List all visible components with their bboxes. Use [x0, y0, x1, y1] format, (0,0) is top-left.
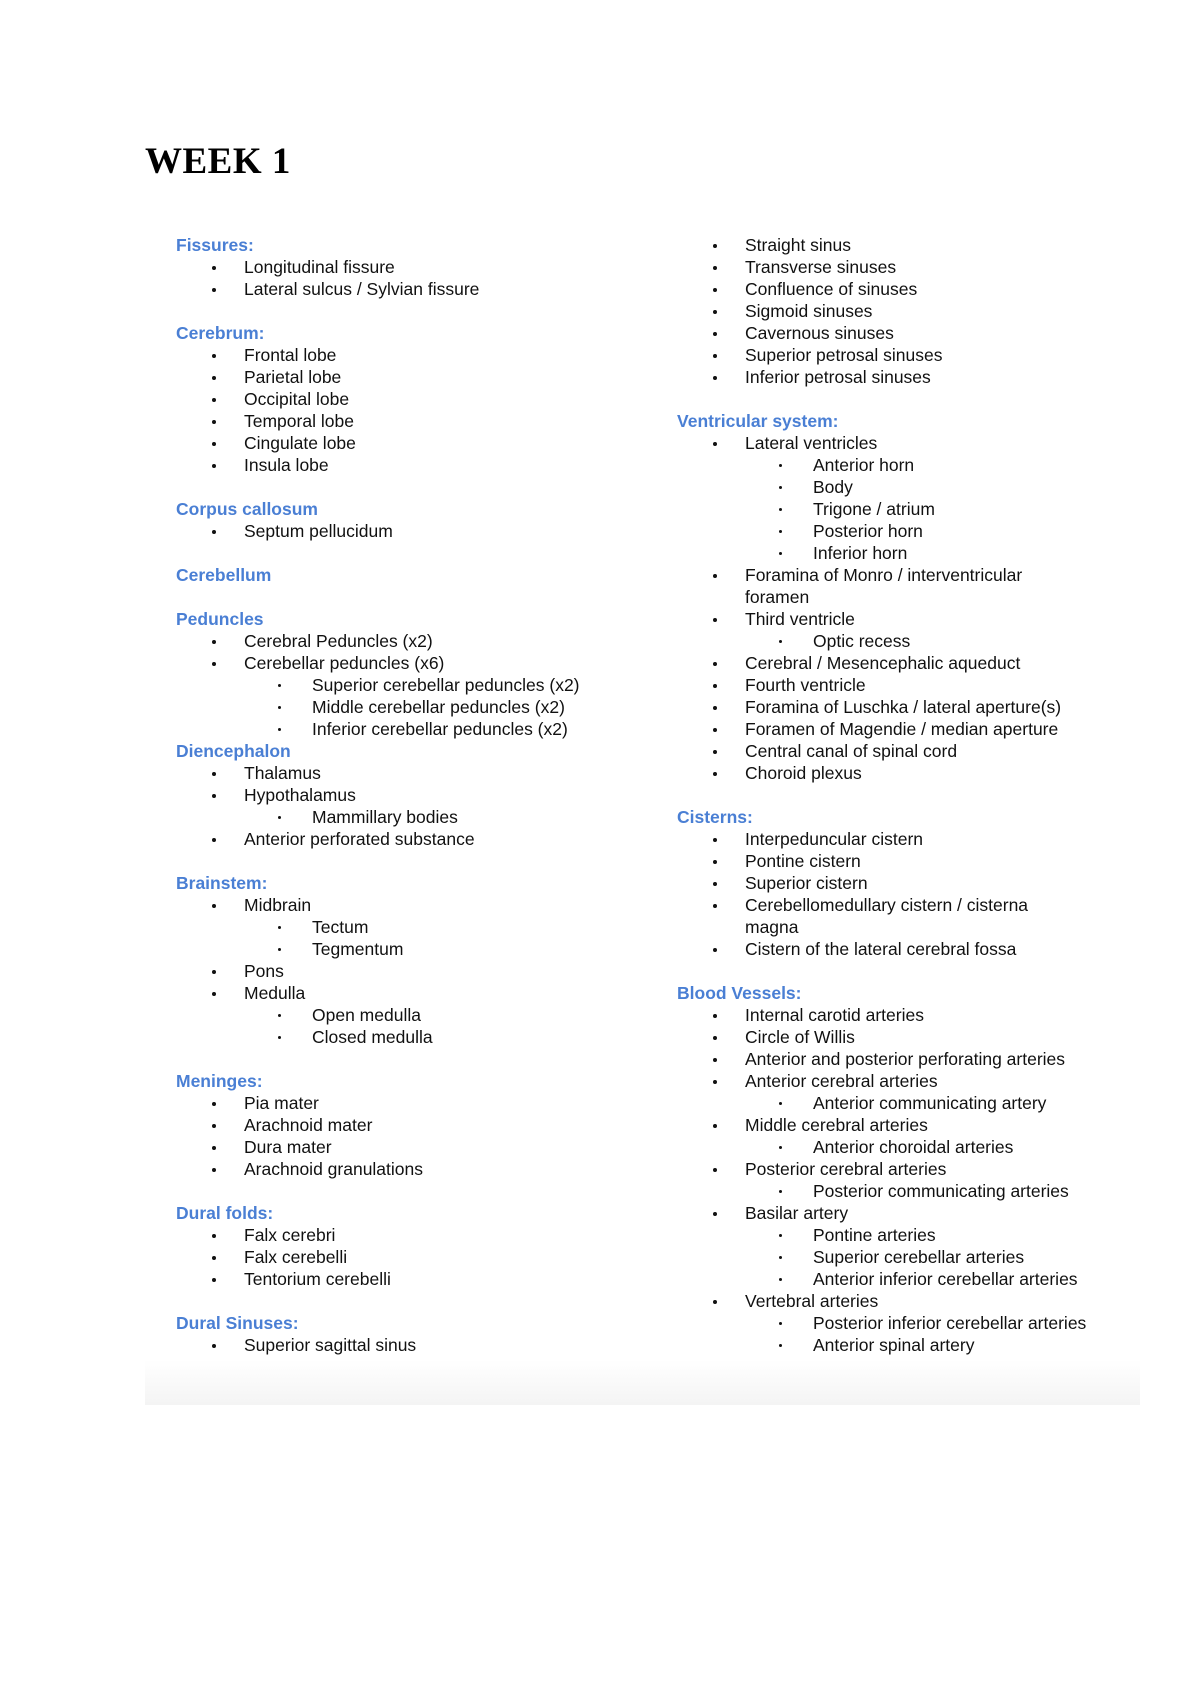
- sub-list-item: Anterior horn: [745, 454, 1197, 476]
- bullet-list: [176, 762, 696, 850]
- section-blood-vessels: [677, 982, 1197, 1356]
- list-item: [176, 410, 696, 432]
- sub-list-item: Tegmentum: [244, 938, 696, 960]
- list-item: [176, 630, 696, 652]
- list-item: [677, 608, 1197, 652]
- list-item-text: Superior cistern: [745, 873, 868, 893]
- list-item-text: Hypothalamus: [244, 785, 356, 805]
- list-item: [677, 938, 1197, 960]
- list-item: [176, 454, 696, 476]
- list-item-text: Basilar artery: [745, 1203, 849, 1223]
- section-heading: Fissures:: [176, 235, 254, 255]
- sub-list-item: Mammillary bodies: [244, 806, 696, 828]
- list-item: [176, 982, 696, 1048]
- sub-list: [745, 1136, 1197, 1158]
- list-item-text: Falx cerebelli: [244, 1247, 348, 1267]
- list-item: [176, 278, 696, 300]
- bullet-list: [176, 256, 696, 300]
- list-item: [677, 366, 1197, 388]
- sub-list-item: Anterior choroidal arteries: [745, 1136, 1197, 1158]
- sub-list-item: Closed medulla: [244, 1026, 696, 1048]
- list-item-text: Confluence of sinuses: [745, 279, 918, 299]
- list-item-text: Superior sagittal sinus: [244, 1335, 417, 1355]
- list-item-text: Lateral sulcus / Sylvian fissure: [244, 279, 480, 299]
- list-item-text: Temporal lobe: [244, 411, 354, 431]
- list-item: [677, 278, 1197, 300]
- sub-list: [745, 1092, 1197, 1114]
- list-item: [677, 432, 1197, 564]
- list-item-text: Transverse sinuses: [745, 257, 897, 277]
- list-item-text: Cerebral / Mesencephalic aqueduct: [745, 653, 1021, 673]
- list-item: [176, 894, 696, 960]
- section-diencephalon: [176, 740, 696, 850]
- bullet-list: [176, 894, 696, 1048]
- sub-list: [244, 674, 696, 740]
- sub-list: [745, 1180, 1197, 1202]
- sub-list-item: Superior cerebellar arteries: [745, 1246, 1197, 1268]
- list-item-text: Tentorium cerebelli: [244, 1269, 391, 1289]
- list-item: [677, 1004, 1197, 1026]
- section-heading: Blood Vessels:: [677, 983, 802, 1003]
- sub-list-item: Anterior inferior cerebellar arteries: [745, 1268, 1197, 1290]
- list-item-text: Middle cerebral arteries: [745, 1115, 928, 1135]
- list-item: [677, 1026, 1197, 1048]
- list-item-text: Third ventricle: [745, 609, 855, 629]
- sub-list-item: Posterior horn: [745, 520, 1197, 542]
- list-item-text: Cistern of the lateral cerebral fossa: [745, 939, 1017, 959]
- list-item: [176, 652, 696, 740]
- left-column: [176, 234, 696, 1400]
- sub-list-item: Trigone / atrium: [745, 498, 1197, 520]
- bullet-list: [176, 1092, 696, 1180]
- list-item-text: Cerebral Peduncles (x2): [244, 631, 433, 651]
- sub-list-item: Tectum: [244, 916, 696, 938]
- list-item-text: Insula lobe: [244, 455, 329, 475]
- list-item-text: Arachnoid mater: [244, 1115, 373, 1135]
- bullet-list: [176, 520, 696, 542]
- section-corpus-callosum: [176, 498, 696, 542]
- list-item-text: Cavernous sinuses: [745, 323, 894, 343]
- sub-list: [244, 806, 696, 828]
- section-meninges: [176, 1070, 696, 1180]
- bullet-list: [176, 1224, 696, 1290]
- list-item-text: Posterior cerebral arteries: [745, 1159, 947, 1179]
- section-heading: Dural Sinuses:: [176, 1313, 299, 1333]
- section-heading: Corpus callosum: [176, 499, 318, 519]
- list-item-text: Sigmoid sinuses: [745, 301, 873, 321]
- bullet-list: [677, 1004, 1197, 1356]
- list-item-text: Cerebellar peduncles (x6): [244, 653, 445, 673]
- list-item-text: Internal carotid arteries: [745, 1005, 924, 1025]
- list-item: [677, 564, 1065, 608]
- sub-list-item: Middle cerebellar peduncles (x2): [244, 696, 696, 718]
- sub-list-item: Optic recess: [745, 630, 1197, 652]
- section-cerebellum: [176, 564, 696, 586]
- section-dural-folds: [176, 1202, 696, 1290]
- sub-list-item: Posterior communicating arteries: [745, 1180, 1197, 1202]
- section-heading: Cerebrum:: [176, 323, 265, 343]
- sub-list-item: Body: [745, 476, 1197, 498]
- list-item: [677, 1048, 1197, 1070]
- list-item: [677, 1290, 1197, 1356]
- section-peduncles: [176, 608, 696, 740]
- list-item: [677, 1202, 1197, 1290]
- sub-list-item: Inferior horn: [745, 542, 1197, 564]
- list-item-text: Pia mater: [244, 1093, 319, 1113]
- sub-list-item: Anterior spinal artery: [745, 1334, 1197, 1356]
- right-column: [677, 234, 1197, 1378]
- list-item: [176, 1158, 696, 1180]
- list-item: [176, 256, 696, 278]
- list-item: [176, 960, 696, 982]
- list-item: [677, 762, 1197, 784]
- list-item-text: Thalamus: [244, 763, 321, 783]
- list-item: [176, 388, 696, 410]
- list-item: [677, 740, 1197, 762]
- section-ventricular-system: [677, 410, 1197, 784]
- list-item-text: Fourth ventricle: [745, 675, 866, 695]
- section-heading: Meninges:: [176, 1071, 263, 1091]
- section-brainstem: [176, 872, 696, 1048]
- page-title: WEEK 1: [145, 141, 291, 182]
- list-item-text: Pons: [244, 961, 284, 981]
- list-item: [677, 300, 1197, 322]
- sub-list-item: Superior cerebellar peduncles (x2): [244, 674, 696, 696]
- bullet-list: [176, 630, 696, 740]
- list-item: [176, 1268, 696, 1290]
- sub-list: [745, 1312, 1197, 1356]
- list-item: [176, 1114, 696, 1136]
- section-heading: Cerebellum: [176, 565, 272, 585]
- list-item-text: Midbrain: [244, 895, 312, 915]
- list-item-text: Septum pellucidum: [244, 521, 393, 541]
- list-item-text: Straight sinus: [745, 235, 852, 255]
- bullet-list: [176, 344, 696, 476]
- list-item: [176, 1092, 696, 1114]
- list-item-text: Falx cerebri: [244, 1225, 336, 1245]
- sub-list-item: Anterior communicating artery: [745, 1092, 1197, 1114]
- list-item: [677, 674, 1197, 696]
- list-item: [677, 1070, 1197, 1114]
- list-item-text: Inferior petrosal sinuses: [745, 367, 931, 387]
- list-item-text: Longitudinal fissure: [244, 257, 395, 277]
- section-heading: Diencephalon: [176, 741, 291, 761]
- list-item: [677, 234, 1197, 256]
- list-item-text: Anterior and posterior perforating arteries: [745, 1049, 1066, 1069]
- list-item: [176, 784, 696, 828]
- list-item-text: Parietal lobe: [244, 367, 342, 387]
- list-item: [176, 1246, 696, 1268]
- sub-list: [745, 630, 1197, 652]
- sub-list-item: Inferior cerebellar peduncles (x2): [244, 718, 696, 740]
- list-item-text: Central canal of spinal cord: [745, 741, 958, 761]
- list-item-text: Foramina of Luschka / lateral aperture(s): [745, 697, 1062, 717]
- list-item-text: Foramina of Monro / interventricular foramen: [745, 565, 1023, 607]
- list-item: [176, 432, 696, 454]
- list-item: [176, 762, 696, 784]
- section-heading: Dural folds:: [176, 1203, 274, 1223]
- bullet-list: [677, 234, 1197, 388]
- sub-list: [745, 1224, 1197, 1290]
- section-continued: [677, 234, 1197, 388]
- sub-list-item: Pontine arteries: [745, 1224, 1197, 1246]
- section-heading: Ventricular system:: [677, 411, 839, 431]
- list-item: [176, 344, 696, 366]
- list-item: [677, 652, 1197, 674]
- list-item: [677, 344, 1197, 366]
- list-item-text: Foramen of Magendie / median aperture: [745, 719, 1059, 739]
- list-item: [176, 1136, 696, 1158]
- list-item: [677, 894, 1065, 938]
- list-item-text: Dura mater: [244, 1137, 332, 1157]
- list-item: [677, 696, 1197, 718]
- list-item-text: Cingulate lobe: [244, 433, 356, 453]
- sub-list: [745, 454, 1197, 564]
- list-item-text: Vertebral arteries: [745, 1291, 879, 1311]
- list-item: [176, 1224, 696, 1246]
- list-item: [176, 366, 696, 388]
- list-item: [677, 1114, 1197, 1158]
- list-item: [677, 872, 1197, 894]
- list-item-text: Anterior perforated substance: [244, 829, 475, 849]
- list-item: [677, 1158, 1197, 1202]
- bullet-list: [677, 828, 1197, 960]
- bullet-list: [677, 432, 1197, 784]
- page-shadow: [145, 1360, 1140, 1405]
- list-item-text: Arachnoid granulations: [244, 1159, 424, 1179]
- list-item-text: Pontine cistern: [745, 851, 861, 871]
- list-item: [677, 850, 1197, 872]
- list-item: [677, 828, 1197, 850]
- list-item: [176, 828, 696, 850]
- list-item-text: Frontal lobe: [244, 345, 337, 365]
- list-item-text: Medulla: [244, 983, 306, 1003]
- sub-list: [244, 1004, 696, 1048]
- list-item: [677, 256, 1197, 278]
- section-heading: Brainstem:: [176, 873, 268, 893]
- list-item: [176, 1334, 696, 1356]
- list-item-text: Occipital lobe: [244, 389, 350, 409]
- list-item-text: Superior petrosal sinuses: [745, 345, 943, 365]
- sub-list-item: Posterior inferior cerebellar arteries: [745, 1312, 1197, 1334]
- sub-list: [244, 916, 696, 960]
- section-cisterns: [677, 806, 1197, 960]
- section-heading: Cisterns:: [677, 807, 753, 827]
- section-heading: Peduncles: [176, 609, 264, 629]
- list-item-text: Choroid plexus: [745, 763, 862, 783]
- list-item: [176, 520, 696, 542]
- list-item-text: Anterior cerebral arteries: [745, 1071, 938, 1091]
- list-item-text: Circle of Willis: [745, 1027, 855, 1047]
- section-cerebrum: [176, 322, 696, 476]
- list-item: [677, 718, 1197, 740]
- list-item: [677, 322, 1197, 344]
- list-item-text: Lateral ventricles: [745, 433, 878, 453]
- section-fissures: [176, 234, 696, 300]
- list-item-text: Interpeduncular cistern: [745, 829, 924, 849]
- sub-list-item: Open medulla: [244, 1004, 696, 1026]
- list-item-text: Cerebellomedullary cistern / cisterna magna: [745, 895, 1029, 937]
